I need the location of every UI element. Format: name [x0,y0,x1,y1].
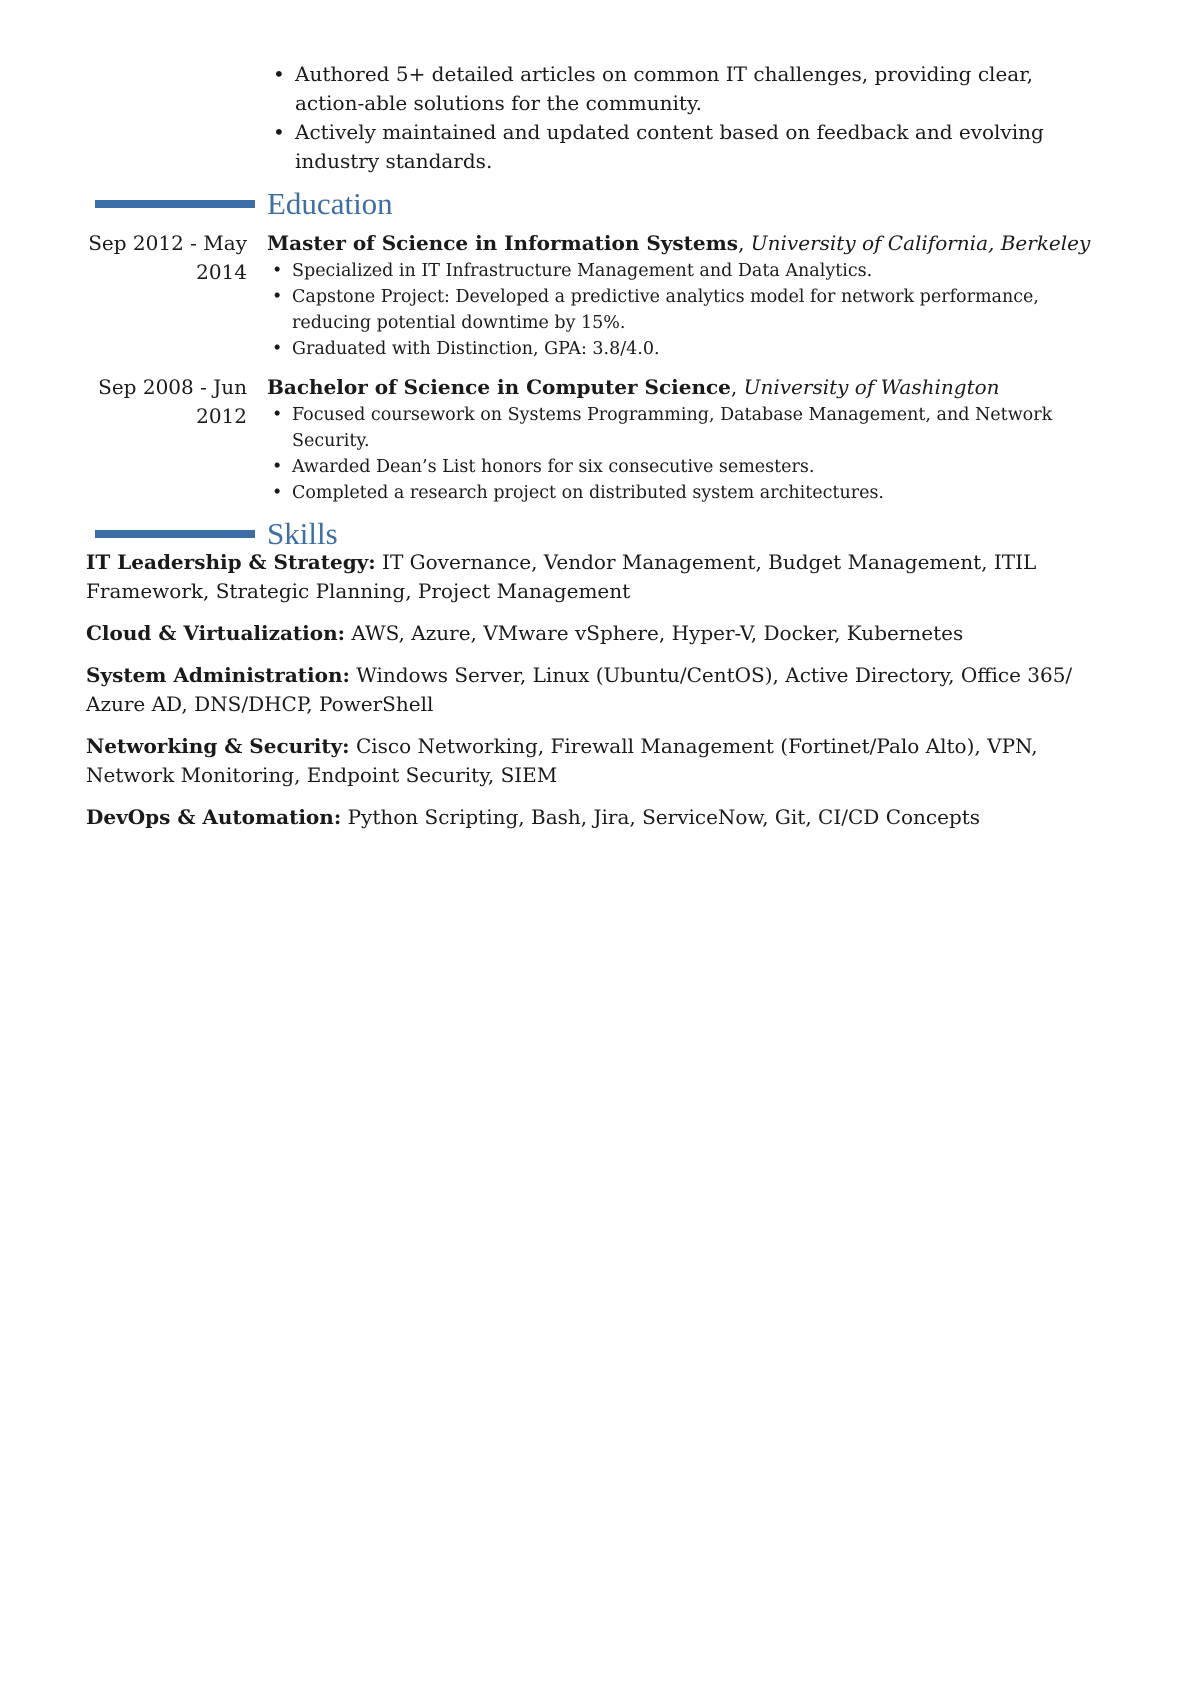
skill-row [86,619,1106,648]
education-bullets [267,402,1087,506]
list-item: • Capstone Project: Developed a predictive analytics model for network performance, reducing potential downtime by 15%. [267,284,1087,336]
education-date: Sep 2012 - May 2014 [88,231,247,284]
section-accent-bar [95,530,255,538]
section-title: Education [267,186,393,221]
list-item: • Actively maintained and updated content based on feedback and evolving industry standards. [273,120,1044,173]
list-item: • Focused coursework on Systems Programming, Database Management, and Network Security. [267,402,1087,454]
degree-name: Master of Science in Information Systems [267,231,739,255]
bullet-icon: • [273,120,285,144]
degree-name: Bachelor of Science in Computer Science [267,375,731,399]
previous-section-bullets [267,60,1105,176]
skill-row [86,548,1106,606]
skill-category: Cloud & Virtualization: [86,621,346,645]
section-accent-bar [95,200,255,208]
list-item: • Specialized in IT Infrastructure Management and Data Analytics. [267,258,1087,284]
skill-row [86,803,1106,832]
bullet-icon: • [273,62,285,86]
education-title: Bachelor of Science in Computer Science, University of Washington [267,375,1000,399]
bullet-icon: • [272,483,283,503]
school-name: University of Washington [743,375,1000,399]
section-title: Skills [267,516,338,551]
bullet-icon: • [272,261,283,281]
skill-row [86,661,1106,719]
education-details [267,373,1105,506]
bullet-icon: • [272,287,283,307]
skill-items: Windows Server, Linux (Ubuntu/CentOS), Active Directory, Office 365/ Azure AD, DNS/DHCP, PowerShell [86,663,1073,716]
education-title: Master of Science in Information Systems, University of California, Berkeley [267,231,1091,255]
skill-category: System Administration: [86,663,350,687]
list-item: • Awarded Dean’s List honors for six consecutive semesters. [267,454,1087,480]
education-section-header [0,186,1190,226]
skill-category: Networking & Security: [86,734,350,758]
school-name: University of California, Berkeley [750,231,1091,255]
bullet-icon: • [272,405,283,425]
list-item: • Authored 5+ detailed articles on common IT challenges, providing clear, action-able solutions for the community. [273,62,1033,115]
skill-items: Cisco Networking, Firewall Management (Fortinet/Palo Alto), VPN, Network Monitoring, Endpoint Security, SIEM [86,734,1038,787]
skill-items: AWS, Azure, VMware vSphere, Hyper-V, Docker, Kubernetes [351,621,964,645]
education-details [267,229,1105,362]
skill-category: DevOps & Automation: [86,805,342,829]
bullet-icon: • [272,457,283,477]
skill-row [86,732,1106,790]
bullet-icon: • [272,339,283,359]
education-bullets [267,258,1087,362]
list-item: • Completed a research project on distributed system architectures. [267,480,1087,506]
skills-list [86,548,1106,845]
skill-items: IT Governance, Vendor Management, Budget Management, ITIL Framework, Strategic Planning, Project Management [86,550,1037,603]
skill-category: IT Leadership & Strategy: [86,550,376,574]
education-date: Sep 2008 - Jun 2012 [98,375,247,428]
skill-items: Python Scripting, Bash, Jira, ServiceNow, Git, CI/CD Concepts [347,805,981,829]
list-item: • Graduated with Distinction, GPA: 3.8/4.0. [267,336,1087,362]
